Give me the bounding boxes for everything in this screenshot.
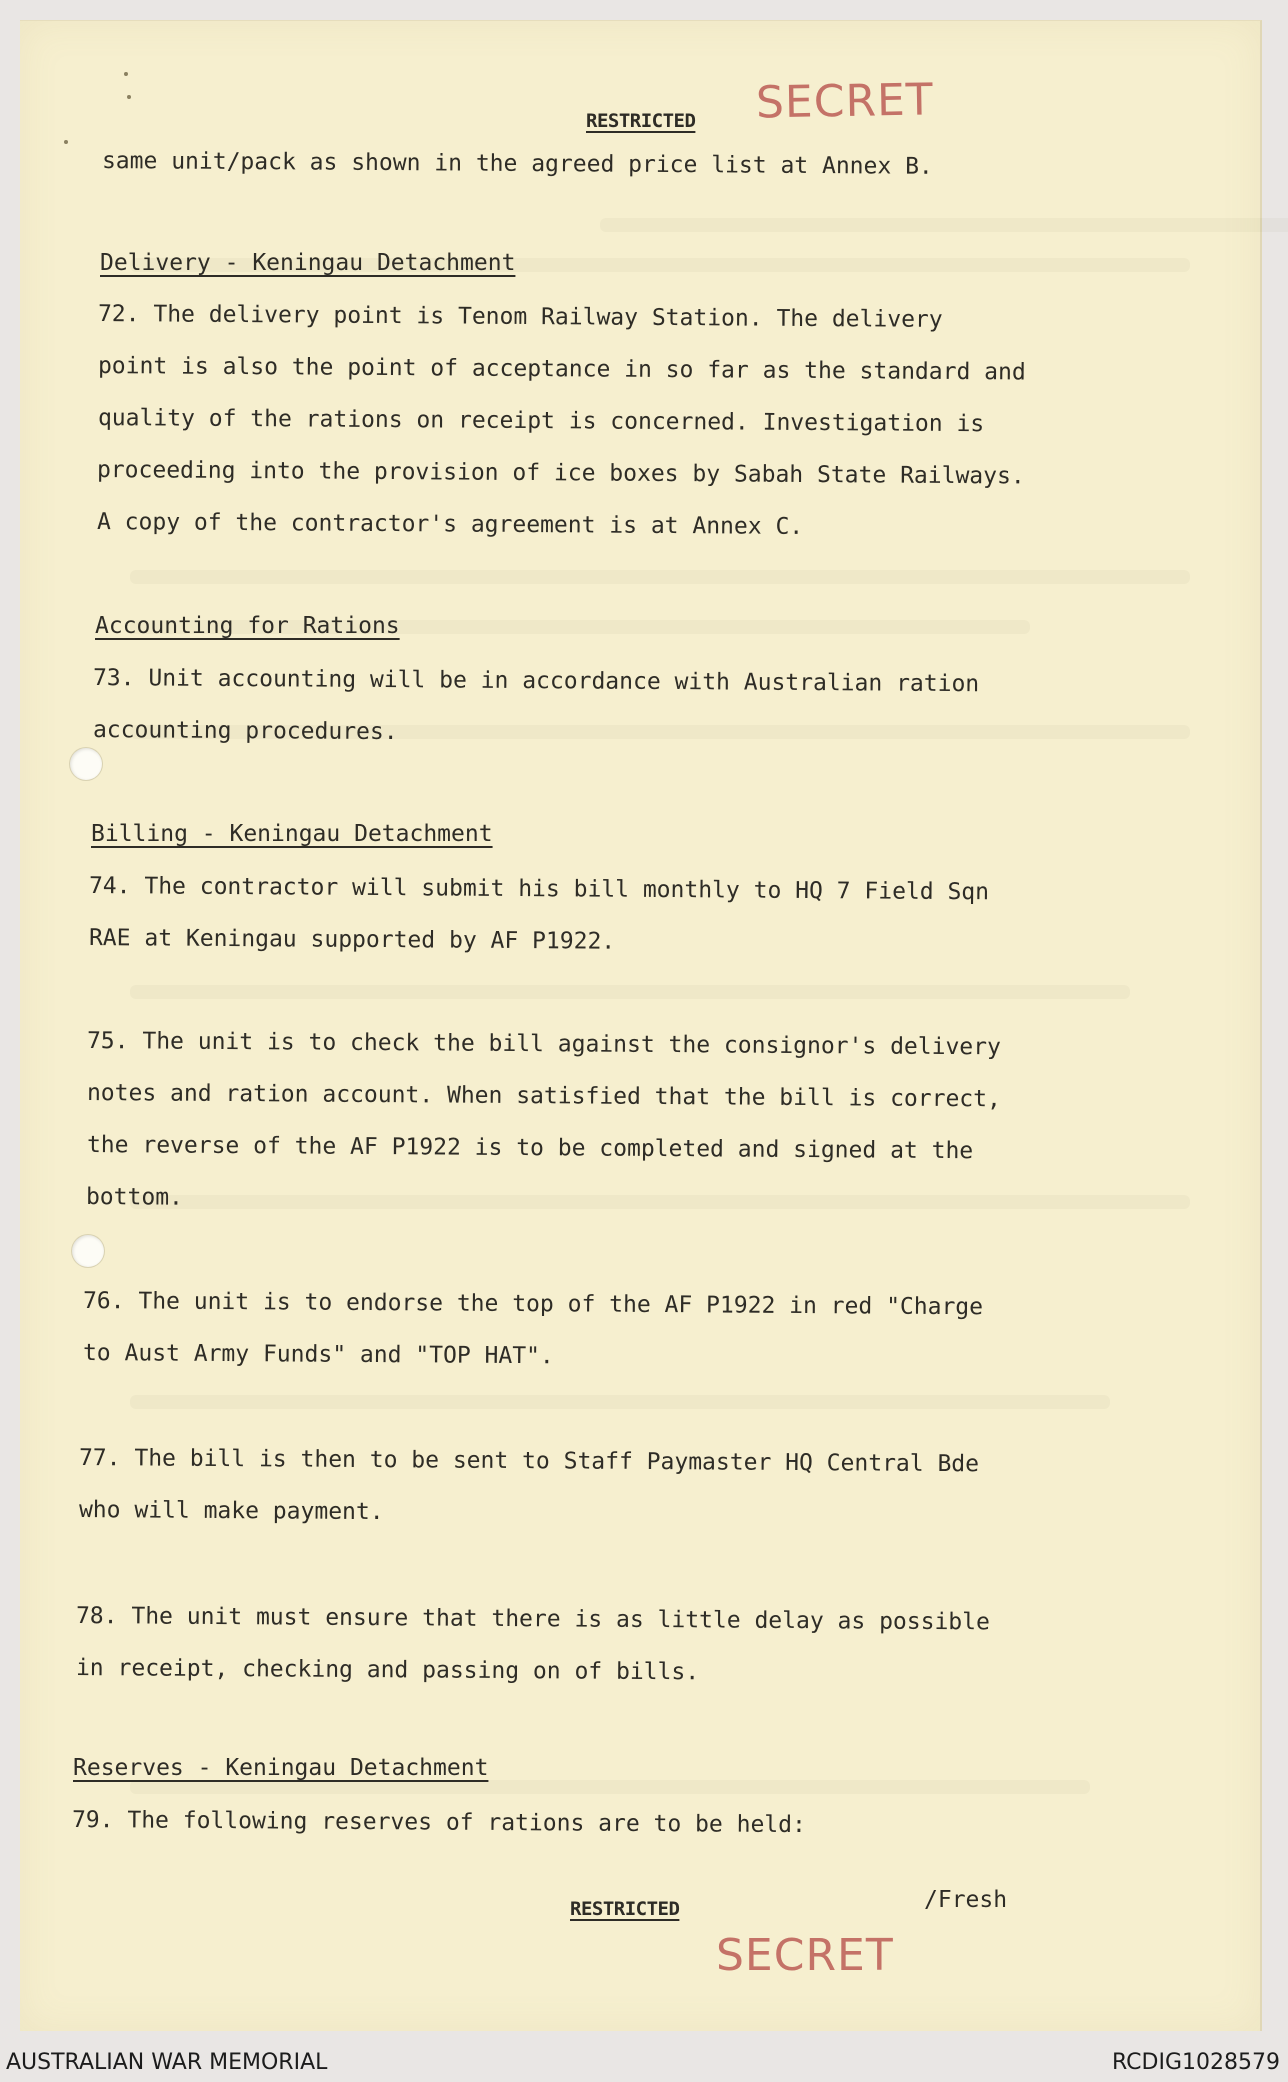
section-heading-accounting: Accounting for Rations — [95, 613, 400, 639]
bleed-through-text — [130, 1780, 1090, 1794]
paragraph-76-line: 76. The unit is to endorse the top of the AF P1922 in red "Charge — [82, 1288, 984, 1321]
paragraph-79-line: 79. The following reserves of rations are to be held: — [71, 1807, 806, 1839]
paper-speck — [127, 95, 131, 99]
archive-credit: AUSTRALIAN WAR MEMORIAL — [6, 2050, 328, 2075]
paragraph-72-line: proceeding into the provision of ice boxes by Sabah State Railways. — [96, 457, 1025, 490]
paragraph-75-line: 75. The unit is to check the bill against the consignor's delivery — [86, 1028, 1001, 1061]
continuation-line: same unit/pack as shown in the agreed price list at Annex B. — [101, 148, 933, 180]
punch-hole — [72, 1235, 104, 1267]
archive-reference: RCDIG1028579 — [1111, 2050, 1280, 2075]
classification-footer: RESTRICTED — [570, 1898, 680, 1920]
paper-speck — [124, 72, 128, 76]
paragraph-72-line: quality of the rations on receipt is concerned. Investigation is — [97, 405, 985, 438]
section-heading-reserves: Reserves - Keningau Detachment — [73, 1755, 489, 1781]
section-heading-delivery: Delivery - Keningau Detachment — [100, 250, 516, 276]
paragraph-77-line: 77. The bill is then to be sent to Staff Paymaster HQ Central Bde — [78, 1445, 980, 1478]
bleed-through-text — [600, 218, 1288, 232]
paragraph-72-line: A copy of the contractor's agreement is at Annex C. — [96, 509, 804, 540]
paragraph-73-line: accounting procedures. — [92, 717, 398, 746]
catchword: /Fresh — [924, 1887, 1008, 1913]
paper-speck — [64, 140, 68, 144]
paragraph-75-line: the reverse of the AF P1922 is to be completed and signed at the — [86, 1132, 974, 1165]
paragraph-76-line: to Aust Army Funds" and "TOP HAT". — [82, 1340, 554, 1370]
bleed-through-text — [130, 985, 1130, 999]
section-heading-billing: Billing - Keningau Detachment — [91, 821, 493, 847]
paragraph-77-line: who will make payment. — [78, 1497, 384, 1526]
paragraph-74-line: 74. The contractor will submit his bill monthly to HQ 7 Field Sqn — [88, 873, 990, 906]
paragraph-72-line: 72. The delivery point is Tenom Railway Station. The delivery — [97, 301, 943, 333]
bleed-through-text — [130, 1395, 1110, 1409]
punch-hole — [70, 748, 102, 780]
paragraph-72-line: point is also the point of acceptance in so far as the standard and — [97, 353, 1026, 386]
paragraph-75-line: notes and ration account. When satisfied that the bill is correct, — [86, 1080, 1001, 1113]
paragraph-78-line: 78. The unit must ensure that there is as little delay as possible — [75, 1603, 990, 1636]
paragraph-78-line: in receipt, checking and passing on of bills. — [75, 1655, 700, 1686]
paragraph-75-line: bottom. — [85, 1184, 184, 1211]
secret-stamp-bottom: SECRET — [716, 1930, 894, 1981]
bleed-through-text — [130, 1195, 1190, 1209]
secret-stamp-top: SECRET — [755, 74, 935, 129]
paragraph-73-line: 73. Unit accounting will be in accordance with Australian ration — [92, 665, 980, 698]
paragraph-74-line: RAE at Keningau supported by AF P1922. — [88, 925, 616, 955]
classification-header: RESTRICTED — [586, 110, 696, 132]
bleed-through-text — [130, 570, 1190, 584]
